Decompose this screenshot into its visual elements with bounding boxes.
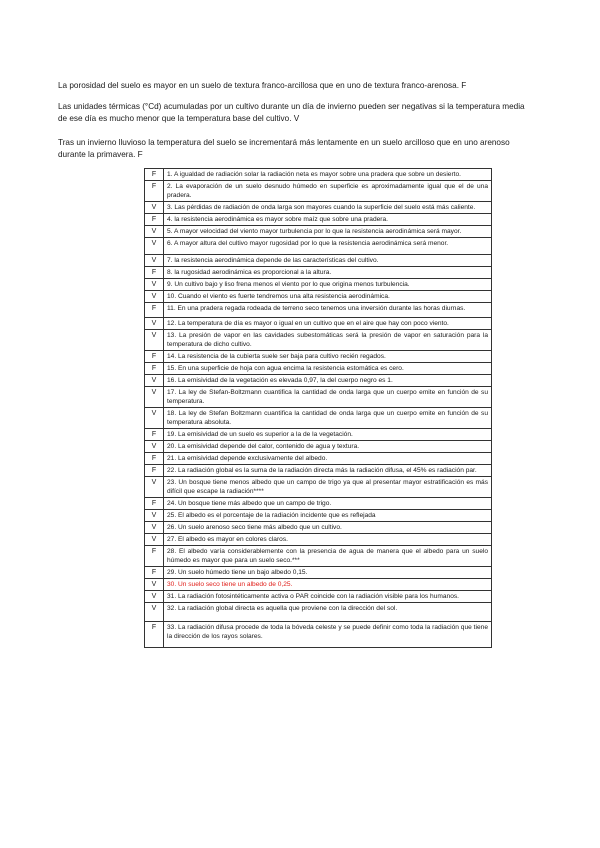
table-row [145,579,492,591]
statement-cell: 15. En una superficie de hoja con agua encima la resistencia estomática es cero. [164,363,492,375]
answer-cell: F [145,453,164,465]
table-row [145,429,492,441]
answer-cell: V [145,255,164,267]
table-row [145,363,492,375]
statement-cell: 5. A mayor velocidad del viento mayor turbulencia por lo que la resistencia aerodinámica será mayor. [164,226,492,238]
answer-cell: F [145,546,164,567]
answer-cell: V [145,477,164,498]
statement-cell: 28. El albedo varía considerablemente con la presencia de agua de manera que el albedo para un suelo húmedo es mayor que para un suelo seco.*** [164,546,492,567]
table-row [145,510,492,522]
table-row [145,622,492,648]
table-row [145,303,492,318]
table-row [145,202,492,214]
table-row [145,408,492,429]
answer-cell: V [145,318,164,330]
answer-cell: F [145,351,164,363]
statement-cell: 22. La radiación global es la suma de la radiación directa más la radiación difusa, el 45% es radiación par. [164,465,492,477]
statement-cell: 12. La temperatura de día es mayor o igual en un cultivo que en el aire que hay con poco viento. [164,318,492,330]
answer-cell: F [145,267,164,279]
statement-cell: 29. Un suelo húmedo tiene un bajo albedo 0,15. [164,567,492,579]
statement-cell: 1. A igualdad de radiación solar la radiación neta es mayor sobre una pradera que sobre un desierto. [164,169,492,181]
table-row [145,603,492,622]
statement-cell: 23. Un bosque tiene menos albedo que un campo de trigo ya que al presentar mayor estratificación es más difícil que escape la radiación**** [164,477,492,498]
intro-statement-2: Las unidades térmicas (°Cd) acumuladas por un cultivo durante un día de invierno pueden ser negativas si la temperatura media de ese día es mucho menor que la temperatura base del cultivo. V [58,102,525,123]
true-false-table [144,168,492,648]
table-row [145,279,492,291]
table-row [145,465,492,477]
table-row [145,226,492,238]
table-row [145,267,492,279]
statement-cell: 25. El albedo es el porcentaje de la radiación incidente que es reflejada [164,510,492,522]
table-row [145,238,492,255]
table-row [145,453,492,465]
answer-cell: V [145,387,164,408]
table-row [145,441,492,453]
answer-cell: V [145,226,164,238]
table-row [145,387,492,408]
statement-cell: 13. La presión de vapor en las cavidades subestomáticas será la presión de vapor en saturación para la temperatura de dicho cultivo. [164,330,492,351]
table-row [145,351,492,363]
table-body [145,169,492,648]
statement-cell: 20. La emisividad depende del calor, contenido de agua y textura. [164,441,492,453]
table-row [145,477,492,498]
answer-cell: F [145,214,164,226]
answer-cell: V [145,579,164,591]
statement-cell: 18. La ley de Stefan Boltzmann cuantifica la cantidad de onda larga que un cuerpo emite en función de su temperatura absoluta. [164,408,492,429]
table-row [145,375,492,387]
statement-cell: 8. la rugosidad aerodinámica es proporcional a la altura. [164,267,492,279]
statement-cell: 14. La resistencia de la cubierta suele ser baja para cultivo recién regados. [164,351,492,363]
statement-cell: 11. En una pradera regada rodeada de terreno seco tenemos una inversión durante las horas diurnas. [164,303,492,318]
table-row [145,498,492,510]
statement-cell: 16. La emisividad de la vegetación es elevada 0,97, la del cuerpo negro es 1. [164,375,492,387]
answer-cell: F [145,622,164,648]
answer-cell: F [145,303,164,318]
table-row [145,291,492,303]
table-row [145,318,492,330]
answer-cell: V [145,534,164,546]
statement-cell: 7. la resistencia aerodinámica depende de las características del cultivo. [164,255,492,267]
statement-cell: 10. Cuando el viento es fuerte tendremos una alta resistencia aerodinámica. [164,291,492,303]
table-row [145,169,492,181]
table-row [145,567,492,579]
statement-cell: 19. La emisividad de un suelo es superior a la de la vegetación. [164,429,492,441]
statement-cell: 33. La radiación difusa procede de toda la bóveda celeste y se puede definir como toda la radiación que tiene la dirección de los rayos solares. [164,622,492,648]
table-row [145,181,492,202]
answer-cell: F [145,169,164,181]
table-row [145,522,492,534]
answer-cell: F [145,498,164,510]
answer-cell: V [145,603,164,622]
statement-cell: 2. La evaporación de un suelo desnudo húmedo en superficie es aproximadamente igual que el de una pradera. [164,181,492,202]
statement-cell: 27. El albedo es mayor en colores claros. [164,534,492,546]
table-row [145,214,492,226]
answer-cell: V [145,510,164,522]
table-row [145,546,492,567]
answer-cell: V [145,202,164,214]
answer-cell: V [145,522,164,534]
statement-cell: 30. Un suelo seco tiene un albedo de 0,25. [164,579,492,591]
statement-cell: 32. La radiación global directa es aquella que proviene con la dirección del sol. [164,603,492,622]
statement-cell: 17. La ley de Stefan-Boltzmann cuantifica la cantidad de onda larga que un cuerpo emite en función de su temperatura. [164,387,492,408]
table-row [145,255,492,267]
statement-cell: 26. Un suelo arenoso seco tiene más albedo que un cultivo. [164,522,492,534]
statement-cell: 31. La radiación fotosintéticamente activa o PAR coincide con la radiación visible para los humanos. [164,591,492,603]
answer-cell: V [145,291,164,303]
intro-statement-1: La porosidad del suelo es mayor en un suelo de textura franco-arcillosa que en uno de textura franco-arenosa. F [58,81,467,90]
answer-cell: V [145,441,164,453]
statement-cell: 6. A mayor altura del cultivo mayor rugosidad por lo que la resistencia aerodinámica será menor. [164,238,492,255]
answer-cell: F [145,465,164,477]
answer-cell: F [145,429,164,441]
table-row [145,591,492,603]
answer-cell: V [145,330,164,351]
answer-cell: F [145,567,164,579]
answer-cell: F [145,363,164,375]
statement-cell: 21. La emisividad depende exclusivamente del albedo. [164,453,492,465]
answer-cell: V [145,279,164,291]
answer-cell: V [145,591,164,603]
answer-cell: V [145,375,164,387]
statement-cell: 24. Un bosque tiene más albedo que un campo de trigo. [164,498,492,510]
answer-cell: F [145,181,164,202]
answer-cell: V [145,408,164,429]
intro-statement-3: Tras un invierno lluvioso la temperatura del suelo se incrementará más lentamente en un suelo arcilloso que en uno arenoso durante la primavera. F [58,138,510,159]
statement-cell: 4. la resistencia aerodinámica es mayor sobre maíz que sobre una pradera. [164,214,492,226]
statement-cell: 9. Un cultivo bajo y liso frena menos el viento por lo que origina menos turbulencia. [164,279,492,291]
answer-cell: V [145,238,164,255]
table-row [145,534,492,546]
statement-cell: 3. Las pérdidas de radiación de onda larga son mayores cuando la superficie del suelo está más caliente. [164,202,492,214]
table-row [145,330,492,351]
